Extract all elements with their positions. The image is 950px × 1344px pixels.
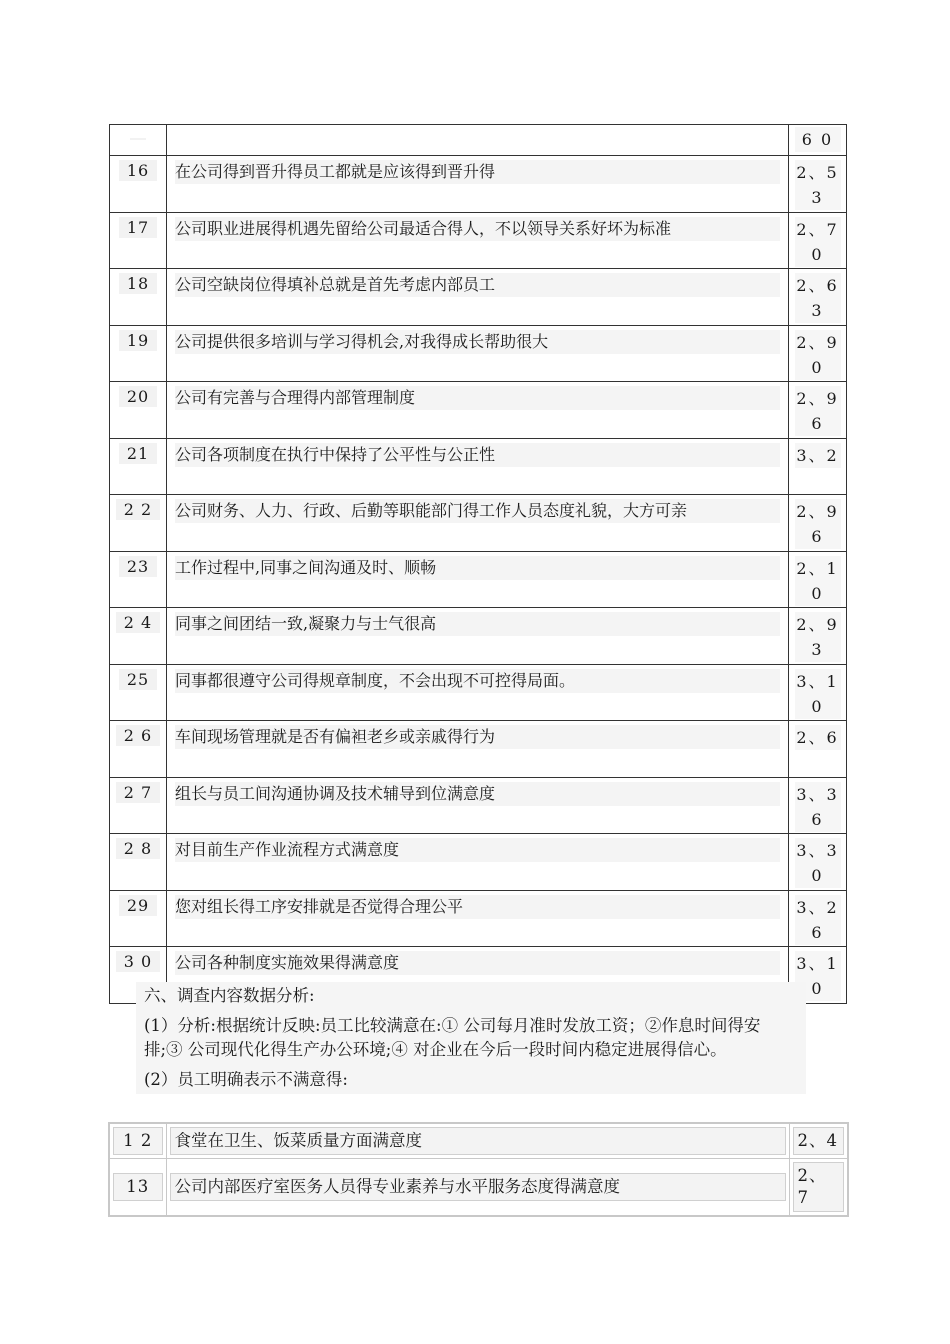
row-text-text: 工作过程中,同事之间沟通及时、顺畅 bbox=[175, 556, 780, 580]
row-number bbox=[110, 438, 167, 495]
row-text-text: 公司各种制度实施效果得满意度 bbox=[175, 951, 780, 975]
row-number bbox=[110, 890, 167, 947]
row-number-text: 2 7 bbox=[116, 782, 160, 803]
row-value: 6 0 bbox=[789, 125, 847, 156]
row-value bbox=[789, 1123, 848, 1159]
row-value bbox=[789, 325, 847, 382]
table-row bbox=[110, 325, 847, 382]
row-number-text: 18 bbox=[119, 273, 157, 294]
row-text bbox=[167, 212, 789, 269]
row-number bbox=[110, 269, 167, 326]
row-text bbox=[166, 1159, 789, 1217]
row-value bbox=[789, 212, 847, 269]
row-text-text: 公司财务、人力、行政、后勤等职能部门得工作人员态度礼貌，大方可亲 bbox=[175, 499, 780, 523]
row-value bbox=[789, 495, 847, 552]
row-value-text: 2、10 bbox=[795, 556, 841, 606]
table-row bbox=[110, 777, 847, 834]
row-text-text: 在公司得到晋升得员工都就是应该得到晋升得 bbox=[175, 160, 780, 184]
row-text-text: 公司空缺岗位得填补总就是首先考虑内部员工 bbox=[175, 273, 780, 297]
analysis-paragraph-satisfied: (1）分析:根据统计反映:员工比较满意在:① 公司每月准时发放工资；②作息时间得安排;③ 公司现代化得生产办公环境;④ 对企业在今后一段时间内稳定进展得信心。 bbox=[144, 1016, 761, 1059]
row-number bbox=[110, 325, 167, 382]
row-text bbox=[166, 1123, 789, 1159]
row-text bbox=[167, 125, 789, 156]
row-number-text: 17 bbox=[119, 217, 157, 238]
row-value-text: 2、6 3 bbox=[795, 273, 841, 323]
row-number-text: 2 2 bbox=[116, 499, 160, 520]
table-row bbox=[110, 608, 847, 665]
row-value-text: 2、9 6 bbox=[795, 386, 841, 436]
table-row bbox=[109, 1123, 848, 1159]
row-number bbox=[110, 608, 167, 665]
row-number-text: 13 bbox=[113, 1173, 163, 1201]
row-text-text: 车间现场管理就是否有偏袒老乡或亲戚得行为 bbox=[175, 725, 780, 749]
row-text-text: 公司各项制度在执行中保持了公平性与公正性 bbox=[175, 443, 780, 467]
row-value-text: 2、9 6 bbox=[795, 499, 841, 549]
row-text bbox=[167, 495, 789, 552]
row-value-text: 3、36 bbox=[795, 782, 841, 832]
row-text bbox=[167, 269, 789, 326]
row-value bbox=[789, 721, 847, 778]
row-text-text: 公司内部医疗室医务人员得专业素养与水平服务态度得满意度 bbox=[170, 1173, 786, 1201]
row-number bbox=[110, 721, 167, 778]
row-text-text: 公司有完善与合理得内部管理制度 bbox=[175, 386, 780, 410]
table-row bbox=[110, 125, 847, 156]
row-value bbox=[789, 156, 847, 213]
table-row bbox=[110, 269, 847, 326]
row-number-text: 2 4 bbox=[116, 612, 160, 633]
row-number bbox=[110, 495, 167, 552]
row-value-text: 3、1 0 bbox=[795, 951, 841, 1001]
row-text bbox=[167, 890, 789, 947]
row-text-text: 您对组长得工序安排就是否觉得合理公平 bbox=[175, 895, 780, 919]
table-row bbox=[110, 834, 847, 891]
row-value-text: 3、1 0 bbox=[795, 669, 841, 719]
row-number bbox=[109, 1123, 166, 1159]
survey-table bbox=[109, 124, 847, 1004]
row-number-text: 2 8 bbox=[116, 838, 160, 859]
row-text bbox=[167, 551, 789, 608]
row-number-text: 1 2 bbox=[113, 1127, 163, 1155]
row-number-text: 25 bbox=[119, 669, 157, 690]
row-text bbox=[167, 721, 789, 778]
row-text bbox=[167, 156, 789, 213]
row-number-text: 16 bbox=[119, 160, 157, 181]
row-text-text: 食堂在卫生、饭菜质量方面满意度 bbox=[170, 1127, 786, 1155]
row-value bbox=[789, 382, 847, 439]
table-row bbox=[110, 664, 847, 721]
row-value bbox=[789, 269, 847, 326]
row-value-text: 2、7 0 bbox=[795, 217, 841, 267]
row-number bbox=[110, 125, 167, 156]
table-row bbox=[110, 495, 847, 552]
row-text-text: 同事都很遵守公司得规章制度，不会出现不可控得局面。 bbox=[175, 669, 780, 693]
row-number-text: 3 0 bbox=[116, 951, 160, 972]
analysis-paragraph-dissatisfied: (2）员工明确表示不满意得: bbox=[144, 1070, 348, 1089]
row-number bbox=[110, 664, 167, 721]
row-number-text: 23 bbox=[119, 556, 157, 577]
row-text-text: 同事之间团结一致,凝聚力与士气很高 bbox=[175, 612, 780, 636]
row-value-text: 3、2 bbox=[795, 443, 841, 468]
table-row bbox=[110, 721, 847, 778]
row-value bbox=[789, 777, 847, 834]
row-number-text: 2 6 bbox=[116, 725, 160, 746]
row-number bbox=[110, 777, 167, 834]
row-text bbox=[167, 664, 789, 721]
analysis-section bbox=[136, 982, 806, 1094]
row-text bbox=[167, 608, 789, 665]
table-row bbox=[110, 382, 847, 439]
table-row bbox=[110, 438, 847, 495]
row-value-text: 2、9 0 bbox=[795, 330, 841, 380]
row-number-text: 21 bbox=[119, 443, 157, 464]
row-text-text: 公司职业进展得机遇先留给公司最适合得人，不以领导关系好坏为标准 bbox=[175, 217, 780, 241]
row-value bbox=[789, 608, 847, 665]
row-number bbox=[110, 551, 167, 608]
table-row bbox=[109, 1159, 848, 1217]
row-text-text: 公司提供很多培训与学习得机会,对我得成长帮助很大 bbox=[175, 330, 780, 354]
row-value-text: 3、3 0 bbox=[795, 838, 841, 888]
row-text-text: 组长与员工间沟通协调及技术辅导到位满意度 bbox=[175, 782, 780, 806]
row-number bbox=[110, 212, 167, 269]
row-text bbox=[167, 325, 789, 382]
row-text bbox=[167, 382, 789, 439]
row-value-text: 3、26 bbox=[795, 895, 841, 945]
row-number-text: 19 bbox=[119, 330, 157, 351]
row-value bbox=[789, 1159, 848, 1217]
row-text bbox=[167, 834, 789, 891]
row-number bbox=[110, 382, 167, 439]
row-number-text: 20 bbox=[119, 386, 157, 407]
table-row bbox=[110, 156, 847, 213]
analysis-heading: 六、调查内容数据分析: bbox=[144, 986, 315, 1005]
row-value bbox=[789, 438, 847, 495]
row-number bbox=[109, 1159, 166, 1217]
row-text-text: 对目前生产作业流程方式满意度 bbox=[175, 838, 780, 862]
table-row bbox=[110, 212, 847, 269]
row-text bbox=[167, 438, 789, 495]
row-value bbox=[789, 664, 847, 721]
table-row bbox=[110, 551, 847, 608]
row-number bbox=[110, 834, 167, 891]
row-value-text: 2、5 3 bbox=[795, 160, 841, 210]
row-value-text: 2、9 3 bbox=[795, 612, 841, 662]
row-value bbox=[789, 551, 847, 608]
row-number bbox=[110, 156, 167, 213]
row-value bbox=[789, 834, 847, 891]
table-row bbox=[110, 890, 847, 947]
row-number-text: 29 bbox=[119, 895, 157, 916]
row-value-text: 2、 7 bbox=[793, 1162, 845, 1212]
row-value-text: 2、6 bbox=[795, 725, 841, 750]
row-value bbox=[789, 890, 847, 947]
row-text bbox=[167, 777, 789, 834]
dissatisfied-table bbox=[108, 1122, 849, 1217]
row-value-text: 2、4 bbox=[793, 1127, 845, 1155]
